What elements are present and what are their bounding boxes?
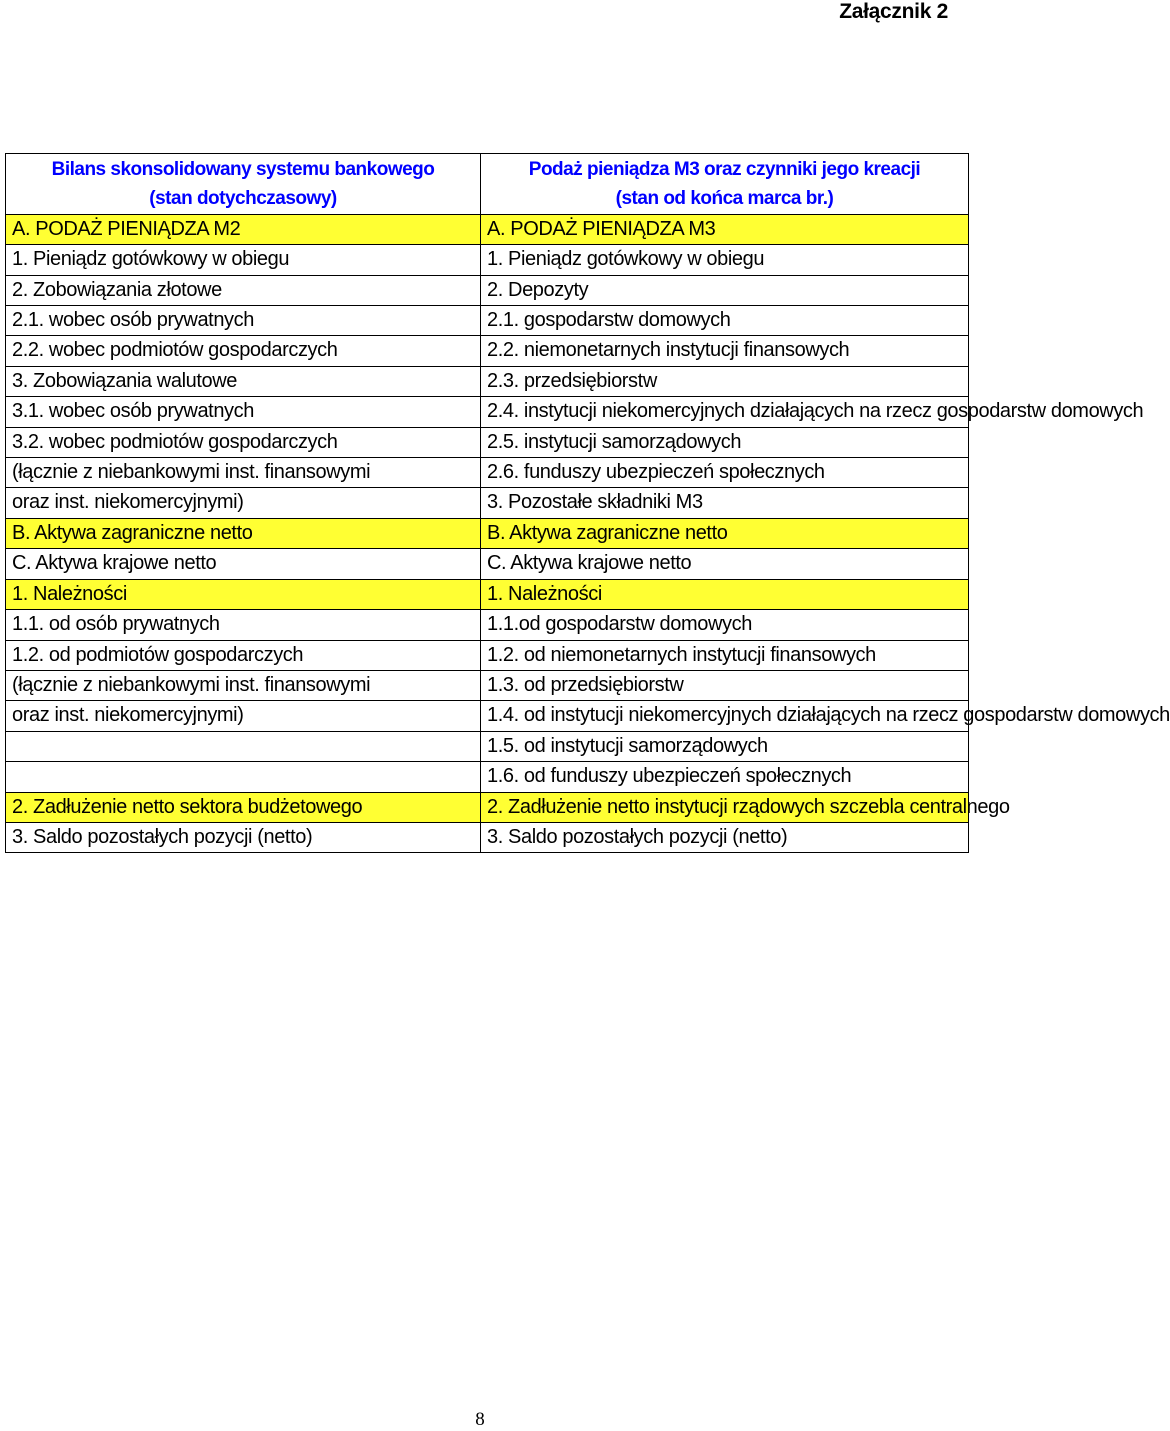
table-cell-right: C. Aktywa krajowe netto: [481, 549, 969, 579]
table-row: [6, 366, 969, 396]
table-row: [6, 640, 969, 670]
table-row: [6, 214, 969, 244]
header-right-title: Podaż pieniądza M3 oraz czynniki jego kreacji: [528, 159, 921, 180]
table-row: [6, 670, 969, 700]
table-cell-left: (łącznie z niebankowymi inst. finansowymi: [6, 670, 481, 700]
table-row: [6, 458, 969, 488]
table-cell-right: 2.5. instytucji samorządowych: [481, 427, 969, 457]
table-cell-left: 3.1. wobec osób prywatnych: [6, 397, 481, 427]
header-right-cell: [481, 154, 969, 215]
table-cell-left: 1. Należności: [6, 579, 481, 609]
table-cell-left: oraz inst. niekomercyjnymi): [6, 488, 481, 518]
table-cell-right: 1.5. od instytucji samorządowych: [481, 731, 969, 761]
table-row: [6, 549, 969, 579]
table-cell-left: (łącznie z niebankowymi inst. finansowymi: [6, 458, 481, 488]
table-cell-left: 2.1. wobec osób prywatnych: [6, 306, 481, 336]
table-row: [6, 792, 969, 822]
table-cell-right: 1. Pieniądz gotówkowy w obiegu: [481, 245, 969, 275]
comparison-table: [5, 153, 1170, 853]
table-row: [6, 518, 969, 548]
table-cell-left: 3. Zobowiązania walutowe: [6, 366, 481, 396]
table-cell-right: 2.6. funduszy ubezpieczeń społecznych: [481, 458, 969, 488]
table-row: [6, 731, 969, 761]
table-cell-right: 3. Saldo pozostałych pozycji (netto): [481, 822, 969, 852]
table-cell-left: 1.1. od osób prywatnych: [6, 610, 481, 640]
table-cell-right: 2. Zadłużenie netto instytucji rządowych szczebla centralnego: [481, 792, 969, 822]
annex-label: Załącznik 2: [839, 0, 948, 23]
table-cell-right: 3. Pozostałe składniki M3: [481, 488, 969, 518]
table-cell-left: A. PODAŻ PIENIĄDZA M2: [6, 214, 481, 244]
table-header-row: [6, 154, 969, 215]
table-cell-left: 3. Saldo pozostałych pozycji (netto): [6, 822, 481, 852]
table-cell-left: 3.2. wobec podmiotów gospodarczych: [6, 427, 481, 457]
table-cell-left: 2. Zadłużenie netto sektora budżetowego: [6, 792, 481, 822]
table-row: [6, 427, 969, 457]
table-row: [6, 275, 969, 305]
table-row: [6, 701, 969, 731]
table-cell-right: 2.4. instytucji niekomercyjnych działających na rzecz gospodarstw domowych: [481, 397, 969, 427]
table-row: [6, 336, 969, 366]
table-row: [6, 306, 969, 336]
table-row: [6, 245, 969, 275]
header-left-title: Bilans skonsolidowany systemu bankowego: [51, 159, 435, 180]
table-cell-right: B. Aktywa zagraniczne netto: [481, 518, 969, 548]
header-left-subtitle: (stan dotychczasowy): [149, 188, 337, 210]
header-left-cell: [6, 154, 481, 215]
table-row: [6, 762, 969, 792]
table-cell-left: [6, 762, 481, 792]
table-cell-left: C. Aktywa krajowe netto: [6, 549, 481, 579]
table-cell-right: 1.1.od gospodarstw domowych: [481, 610, 969, 640]
table-cell-right: 1.3. od przedsiębiorstw: [481, 670, 969, 700]
table-cell-right: 1.2. od niemonetarnych instytucji finansowych: [481, 640, 969, 670]
table-cell-right: 2.1. gospodarstw domowych: [481, 306, 969, 336]
table-row: [6, 397, 969, 427]
table-cell-left: 1. Pieniądz gotówkowy w obiegu: [6, 245, 481, 275]
table-row: [6, 822, 969, 852]
table-row: [6, 610, 969, 640]
table-cell-right: A. PODAŻ PIENIĄDZA M3: [481, 214, 969, 244]
table-cell-right: 1. Należności: [481, 579, 969, 609]
page-number: 8: [475, 1409, 485, 1430]
table-cell-right: 1.6. od funduszy ubezpieczeń społecznych: [481, 762, 969, 792]
table-cell-right: 2.2. niemonetarnych instytucji finansowych: [481, 336, 969, 366]
table-cell-left: 2.2. wobec podmiotów gospodarczych: [6, 336, 481, 366]
table-cell-right: 1.4. od instytucji niekomercyjnych działających na rzecz gospodarstw domowych: [481, 701, 969, 731]
table-cell-left: 2. Zobowiązania złotowe: [6, 275, 481, 305]
table-cell-left: oraz inst. niekomercyjnymi): [6, 701, 481, 731]
header-right-subtitle: (stan od końca marca br.): [615, 188, 834, 210]
table-cell-right: 2. Depozyty: [481, 275, 969, 305]
table-cell-left: [6, 731, 481, 761]
table-cell-left: 1.2. od podmiotów gospodarczych: [6, 640, 481, 670]
table-row: [6, 488, 969, 518]
table-cell-right: 2.3. przedsiębiorstw: [481, 366, 969, 396]
table-cell-left: B. Aktywa zagraniczne netto: [6, 518, 481, 548]
table-row: [6, 579, 969, 609]
